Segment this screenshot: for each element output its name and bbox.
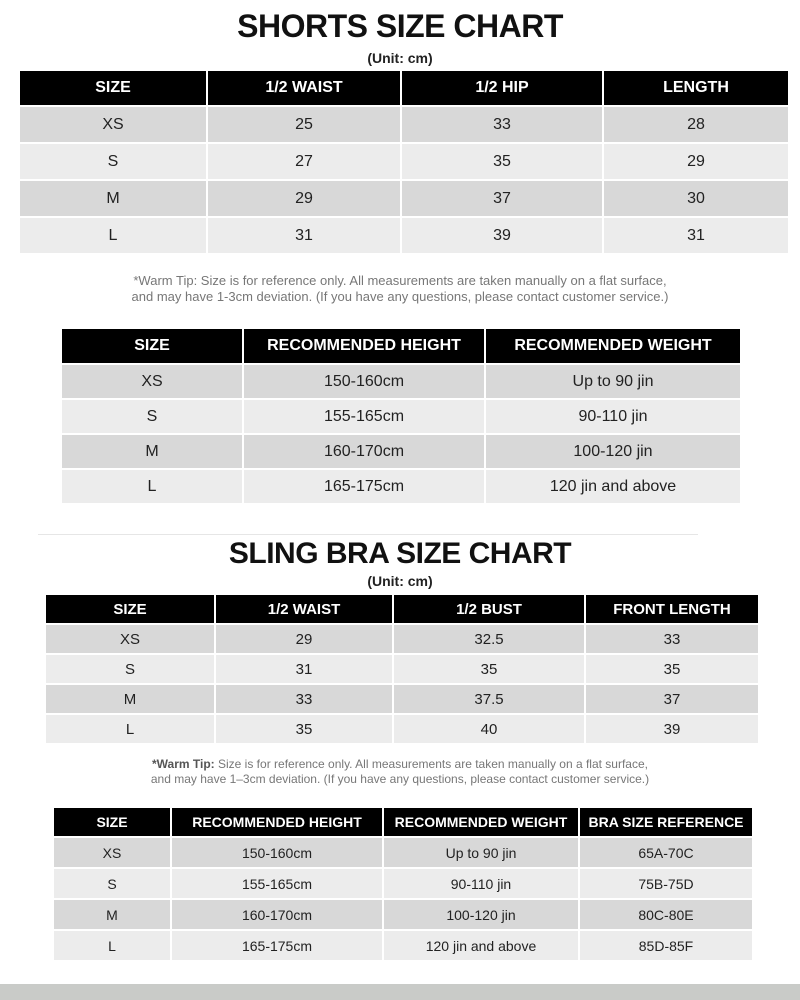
table-cell: 29 — [604, 142, 788, 179]
table-header-row — [54, 808, 752, 836]
table-cell: 165-175cm — [244, 468, 484, 503]
section-divider — [38, 534, 698, 535]
table-cell: 90-110 jin — [486, 398, 740, 433]
table-cell: 27 — [208, 142, 400, 179]
shorts-size-table — [18, 71, 790, 253]
warm-tip-line: *Warm Tip: Size is for reference only. All measurements are taken manually on a flat surface, — [133, 273, 667, 288]
table-cell: L — [54, 929, 170, 960]
warm-tip-line: and may have 1-3cm deviation. (If you have any questions, please contact customer service.) — [131, 289, 669, 304]
table-cell: 39 — [586, 713, 758, 743]
table-cell: 165-175cm — [172, 929, 382, 960]
table-cell: 90-110 jin — [384, 867, 578, 898]
table-cell: 65A-70C — [580, 836, 752, 867]
bra-recommendation-table — [52, 808, 754, 960]
table-cell: 150-160cm — [244, 363, 484, 398]
column-header: RECOMMENDED WEIGHT — [486, 329, 740, 363]
column-header: 1/2 WAIST — [208, 71, 400, 105]
table-cell: 155-165cm — [172, 867, 382, 898]
table-header-row — [20, 71, 788, 105]
table-cell: XS — [54, 836, 170, 867]
table-cell: 39 — [402, 216, 602, 253]
table-cell: 160-170cm — [172, 898, 382, 929]
table-cell: M — [54, 898, 170, 929]
table-row — [54, 836, 752, 867]
table-cell: L — [46, 713, 214, 743]
table-cell: 33 — [586, 623, 758, 653]
table-cell: 28 — [604, 105, 788, 142]
table-cell: 29 — [216, 623, 392, 653]
table-cell: L — [62, 468, 242, 503]
table-row — [54, 867, 752, 898]
bra-warm-tip — [0, 757, 800, 787]
table-cell: XS — [62, 363, 242, 398]
table-cell: 100-120 jin — [384, 898, 578, 929]
table-cell: 35 — [586, 653, 758, 683]
table-row — [20, 216, 788, 253]
table-cell: M — [62, 433, 242, 468]
table-cell: 40 — [394, 713, 584, 743]
warm-tip-prefix: *Warm Tip: — [152, 757, 215, 771]
table-cell: 150-160cm — [172, 836, 382, 867]
table-cell: 37 — [586, 683, 758, 713]
table-cell: 37.5 — [394, 683, 584, 713]
column-header: FRONT LENGTH — [586, 595, 758, 623]
table-row — [62, 468, 740, 503]
column-header: SIZE — [62, 329, 242, 363]
shorts-recommendation-table — [60, 329, 742, 503]
bottom-band — [0, 984, 800, 1000]
table-cell: L — [20, 216, 206, 253]
table-cell: 35 — [402, 142, 602, 179]
table-cell: 33 — [402, 105, 602, 142]
table-row — [20, 142, 788, 179]
table-cell: 31 — [208, 216, 400, 253]
shorts-unit-label: (Unit: cm) — [367, 50, 433, 66]
table-cell: XS — [46, 623, 214, 653]
column-header: RECOMMENDED HEIGHT — [172, 808, 382, 836]
warm-tip-text: Size is for reference only. All measurements are taken manually on a flat surface, — [214, 757, 648, 771]
table-row — [62, 363, 740, 398]
column-header: RECOMMENDED WEIGHT — [384, 808, 578, 836]
table-cell: Up to 90 jin — [486, 363, 740, 398]
table-cell: Up to 90 jin — [384, 836, 578, 867]
table-row — [54, 898, 752, 929]
table-cell: 120 jin and above — [486, 468, 740, 503]
table-header-row — [46, 595, 758, 623]
table-row — [46, 683, 758, 713]
warm-tip-line: and may have 1–3cm deviation. (If you have any questions, please contact customer service.) — [150, 772, 650, 786]
table-cell: 25 — [208, 105, 400, 142]
table-cell: 120 jin and above — [384, 929, 578, 960]
table-row — [62, 398, 740, 433]
table-cell: 160-170cm — [244, 433, 484, 468]
table-cell: S — [62, 398, 242, 433]
table-row — [54, 929, 752, 960]
column-header: SIZE — [54, 808, 170, 836]
table-cell: S — [46, 653, 214, 683]
table-cell: S — [20, 142, 206, 179]
bra-unit-label: (Unit: cm) — [367, 573, 433, 589]
table-cell: 75B-75D — [580, 867, 752, 898]
column-header: RECOMMENDED HEIGHT — [244, 329, 484, 363]
column-header: 1/2 BUST — [394, 595, 584, 623]
column-header: SIZE — [20, 71, 206, 105]
table-row — [20, 105, 788, 142]
column-header: LENGTH — [604, 71, 788, 105]
table-header-row — [62, 329, 740, 363]
table-row — [62, 433, 740, 468]
shorts-chart-title: SHORTS SIZE CHART — [237, 8, 563, 44]
table-cell: 29 — [208, 179, 400, 216]
table-cell: 32.5 — [394, 623, 584, 653]
table-cell: 33 — [216, 683, 392, 713]
table-row — [46, 653, 758, 683]
table-cell: S — [54, 867, 170, 898]
table-cell: 155-165cm — [244, 398, 484, 433]
column-header: SIZE — [46, 595, 214, 623]
table-cell: 35 — [216, 713, 392, 743]
column-header: 1/2 WAIST — [216, 595, 392, 623]
table-cell: 30 — [604, 179, 788, 216]
table-cell: 31 — [216, 653, 392, 683]
table-cell: M — [20, 179, 206, 216]
table-row — [46, 623, 758, 653]
table-cell: 80C-80E — [580, 898, 752, 929]
shorts-warm-tip — [0, 273, 800, 305]
table-cell: 31 — [604, 216, 788, 253]
table-cell: M — [46, 683, 214, 713]
bra-size-table — [44, 595, 760, 743]
column-header: 1/2 HIP — [402, 71, 602, 105]
table-cell: 85D-85F — [580, 929, 752, 960]
column-header: BRA SIZE REFERENCE — [580, 808, 752, 836]
table-cell: 35 — [394, 653, 584, 683]
table-cell: 100-120 jin — [486, 433, 740, 468]
bra-chart-title: SLING BRA SIZE CHART — [228, 537, 572, 570]
table-cell: XS — [20, 105, 206, 142]
table-row — [46, 713, 758, 743]
table-cell: 37 — [402, 179, 602, 216]
warm-tip-line — [0, 757, 800, 772]
table-row — [20, 179, 788, 216]
